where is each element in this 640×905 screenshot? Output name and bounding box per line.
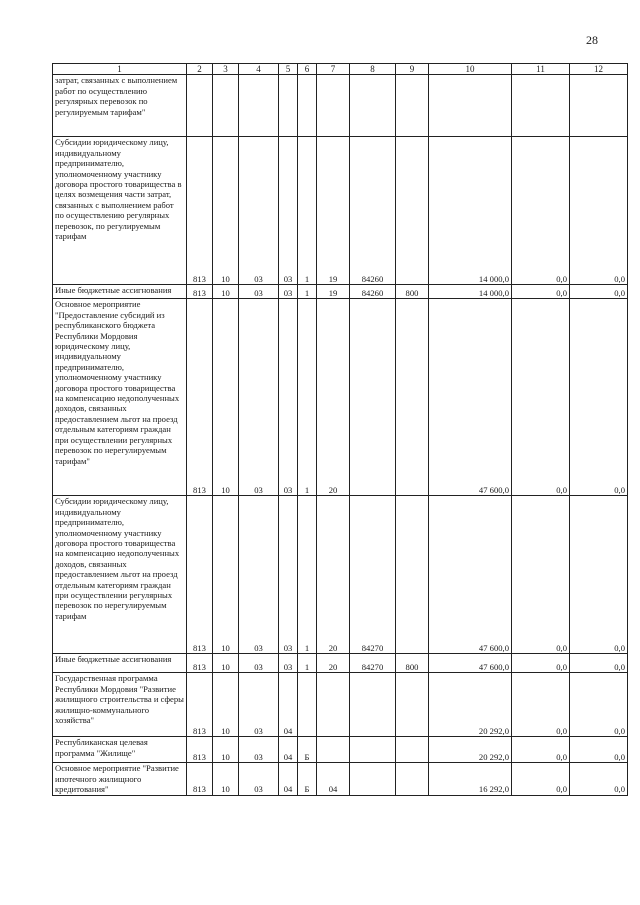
cell-c12: 0,0 [570,137,628,285]
cell-c5: 04 [279,737,298,763]
header-cell: 2 [187,64,213,75]
cell-c8 [350,737,396,763]
row-name-cell [53,75,187,137]
cell-c3: 10 [213,673,239,737]
cell-c5: 03 [279,496,298,654]
row-name-cell [53,673,187,737]
cell-c2: 813 [187,285,213,299]
row-name-cell [53,654,187,673]
cell-c4: 03 [239,137,279,285]
cell-c8 [350,75,396,137]
row-name: Основное мероприятие "Предоставление субсидий из республиканского бюджета Республики Мордовия юридическому лицу, индивидуальному предпринимателю, уполномоченному участнику договора простого товарищества на компенсацию недополученных доходов, связанных предоставлением льгот на проезд отдельным категориям граждан при осуществлении регулярных перевозок по нерегулируемым тарифам" [55,299,180,466]
table-row [53,654,628,673]
cell-c10: 14 000,0 [429,285,512,299]
cell-c8: 84260 [350,137,396,285]
cell-c10: 20 292,0 [429,673,512,737]
cell-c11: 0,0 [512,737,570,763]
cell-c5: 04 [279,763,298,795]
cell-c12: 0,0 [570,673,628,737]
cell-c12: 0,0 [570,763,628,795]
cell-c8 [350,673,396,737]
row-name-cell [53,299,187,496]
cell-c9 [396,299,429,496]
cell-c3: 10 [213,763,239,795]
row-name: Субсидии юридическому лицу, индивидуальному предпринимателю, уполномоченному участнику договора простого товарищества на компенсацию недополученных доходов, связанных предоставлением льгот на проезд отдельным категориям граждан при осуществлении регулярных перевозок по нерегулируемым тарифам [55,496,180,621]
cell-c2 [187,75,213,137]
cell-c12: 0,0 [570,737,628,763]
header-cell: 1 [53,64,187,75]
cell-c3: 10 [213,285,239,299]
cell-c9 [396,673,429,737]
table-row [53,299,628,496]
cell-c5: 03 [279,137,298,285]
cell-c3: 10 [213,737,239,763]
cell-c12: 0,0 [570,285,628,299]
cell-c6: 1 [298,285,317,299]
cell-c7: 19 [317,137,350,285]
cell-c2: 813 [187,673,213,737]
header-cell: 7 [317,64,350,75]
cell-c6: 1 [298,496,317,654]
table-row [53,285,628,299]
cell-c12: 0,0 [570,496,628,654]
cell-c8 [350,763,396,795]
header-cell: 12 [570,64,628,75]
cell-c4: 03 [239,496,279,654]
cell-c9 [396,763,429,795]
cell-c9 [396,137,429,285]
cell-c11: 0,0 [512,654,570,673]
cell-c4: 03 [239,285,279,299]
cell-c2: 813 [187,137,213,285]
header-cell: 9 [396,64,429,75]
cell-c4: 03 [239,673,279,737]
cell-c3: 10 [213,299,239,496]
cell-c12 [570,75,628,137]
cell-c10: 20 292,0 [429,737,512,763]
cell-c5: 03 [279,285,298,299]
table-row [53,137,628,285]
cell-c7 [317,673,350,737]
cell-c10: 47 600,0 [429,299,512,496]
cell-c11: 0,0 [512,299,570,496]
header-cell: 11 [512,64,570,75]
cell-c8: 84270 [350,654,396,673]
cell-c9 [396,75,429,137]
cell-c10: 16 292,0 [429,763,512,795]
cell-c8 [350,299,396,496]
cell-c10: 14 000,0 [429,137,512,285]
header-cell: 4 [239,64,279,75]
table-row [53,737,628,763]
table-row [53,75,628,137]
cell-c6: 1 [298,299,317,496]
cell-c4: 03 [239,763,279,795]
cell-c6: 1 [298,654,317,673]
row-name: Субсидии юридическому лицу, индивидуальному предпринимателю, уполномоченному участнику договора простого товарищества в целях возмещения части затрат, связанных с выполнением работ по осуществлению регулярных перевозок, по регулируемым тарифам [55,137,182,242]
cell-c8: 84260 [350,285,396,299]
cell-c5: 03 [279,654,298,673]
cell-c5: 03 [279,299,298,496]
cell-c6 [298,673,317,737]
row-name-cell [53,285,187,299]
cell-c2: 813 [187,654,213,673]
cell-c5 [279,75,298,137]
cell-c11: 0,0 [512,137,570,285]
cell-c11 [512,75,570,137]
cell-c12: 0,0 [570,654,628,673]
cell-c7: 20 [317,496,350,654]
page-number: 28 [586,33,598,47]
cell-c11: 0,0 [512,496,570,654]
row-name: Иные бюджетные ассигнования [55,285,172,296]
cell-c7 [317,737,350,763]
cell-c3: 10 [213,496,239,654]
cell-c4: 03 [239,654,279,673]
cell-c9: 800 [396,285,429,299]
cell-c9: 800 [396,654,429,673]
cell-c10: 47 600,0 [429,654,512,673]
cell-c6: 1 [298,137,317,285]
cell-c11: 0,0 [512,285,570,299]
cell-c10 [429,75,512,137]
cell-c9 [396,496,429,654]
cell-c7: 20 [317,299,350,496]
cell-c5: 04 [279,673,298,737]
row-name-cell [53,496,187,654]
cell-c8: 84270 [350,496,396,654]
row-name: Иные бюджетные ассигнования [55,654,172,665]
cell-c7 [317,75,350,137]
cell-c4 [239,75,279,137]
row-name: Государственная программа Республики Мордовия "Развитие жилищного строительства и сферы жилищно-коммунального хозяйства" [55,673,184,726]
cell-c2: 813 [187,763,213,795]
cell-c9 [396,737,429,763]
table-row [53,673,628,737]
cell-c3: 10 [213,137,239,285]
cell-c12: 0,0 [570,299,628,496]
cell-c4: 03 [239,737,279,763]
cell-c6: Б [298,737,317,763]
row-name: Республиканская целевая программа "Жилище" [55,737,148,758]
cell-c2: 813 [187,299,213,496]
table-row [53,763,628,795]
header-cell: 3 [213,64,239,75]
cell-c3: 10 [213,654,239,673]
cell-c11: 0,0 [512,763,570,795]
header-row [53,64,628,75]
cell-c2: 813 [187,496,213,654]
row-name: затрат, связанных с выполнением работ по осуществлению регулярных перевозок по регулируемым тарифам" [55,75,178,117]
header-cell: 8 [350,64,396,75]
cell-c6 [298,75,317,137]
cell-c3 [213,75,239,137]
cell-c7: 04 [317,763,350,795]
cell-c4: 03 [239,299,279,496]
header-cell: 10 [429,64,512,75]
budget-table [52,63,628,796]
header-cell: 6 [298,64,317,75]
cell-c6: Б [298,763,317,795]
row-name-cell [53,137,187,285]
cell-c2: 813 [187,737,213,763]
table-row [53,496,628,654]
row-name: Основное мероприятие "Развитие ипотечного жилищного кредитования" [55,763,179,795]
row-name-cell [53,737,187,763]
cell-c7: 19 [317,285,350,299]
cell-c11: 0,0 [512,673,570,737]
cell-c7: 20 [317,654,350,673]
row-name-cell [53,763,187,795]
header-cell: 5 [279,64,298,75]
cell-c10: 47 600,0 [429,496,512,654]
